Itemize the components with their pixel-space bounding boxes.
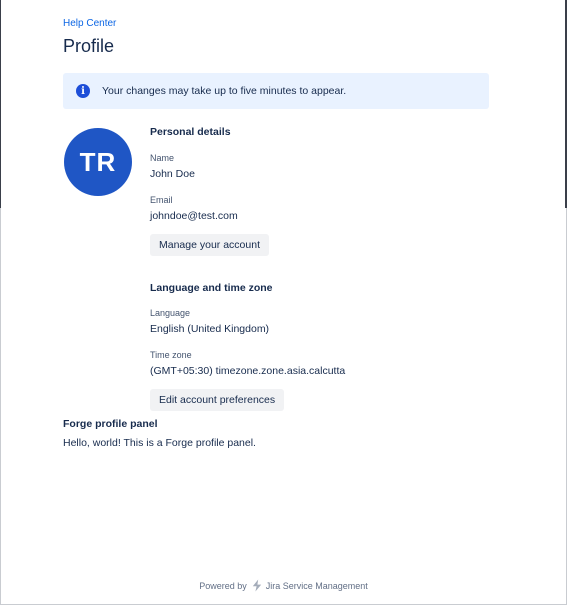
language-value: English (United Kingdom) bbox=[150, 323, 270, 335]
lightning-bolt-icon bbox=[251, 579, 263, 592]
page-title: Profile bbox=[63, 36, 115, 56]
breadcrumb-help-center[interactable]: Help Center bbox=[63, 18, 117, 29]
info-banner bbox=[63, 73, 489, 109]
window-frame-left-lower bbox=[0, 208, 1, 605]
info-icon: i bbox=[76, 84, 90, 98]
avatar-initials: TR bbox=[79, 146, 117, 177]
email-label: Email bbox=[150, 195, 173, 205]
avatar bbox=[64, 128, 132, 196]
timezone-value: (GMT+05:30) timezone.zone.asia.calcutta bbox=[150, 365, 346, 377]
jira-service-management-link[interactable]: Jira Service Management bbox=[265, 580, 368, 591]
forge-panel-heading: Forge profile panel bbox=[63, 418, 158, 430]
name-value: John Doe bbox=[150, 168, 195, 180]
footer bbox=[0, 579, 567, 592]
edit-account-preferences-button[interactable]: Edit account preferences bbox=[150, 389, 284, 411]
timezone-label: Time zone bbox=[150, 350, 192, 360]
language-label: Language bbox=[150, 308, 191, 318]
forge-panel-text: Hello, world! This is a Forge profile panel. bbox=[63, 437, 256, 449]
info-banner-text: Your changes may take up to five minutes to appear. bbox=[102, 85, 347, 97]
personal-details-heading: Personal details bbox=[150, 126, 231, 138]
powered-by-label: Powered by bbox=[199, 580, 247, 591]
window-frame-left bbox=[0, 0, 1, 208]
name-label: Name bbox=[150, 153, 175, 163]
email-value: johndoe@test.com bbox=[150, 210, 238, 222]
language-timezone-heading: Language and time zone bbox=[150, 282, 273, 294]
manage-account-button[interactable]: Manage your account bbox=[150, 234, 269, 256]
